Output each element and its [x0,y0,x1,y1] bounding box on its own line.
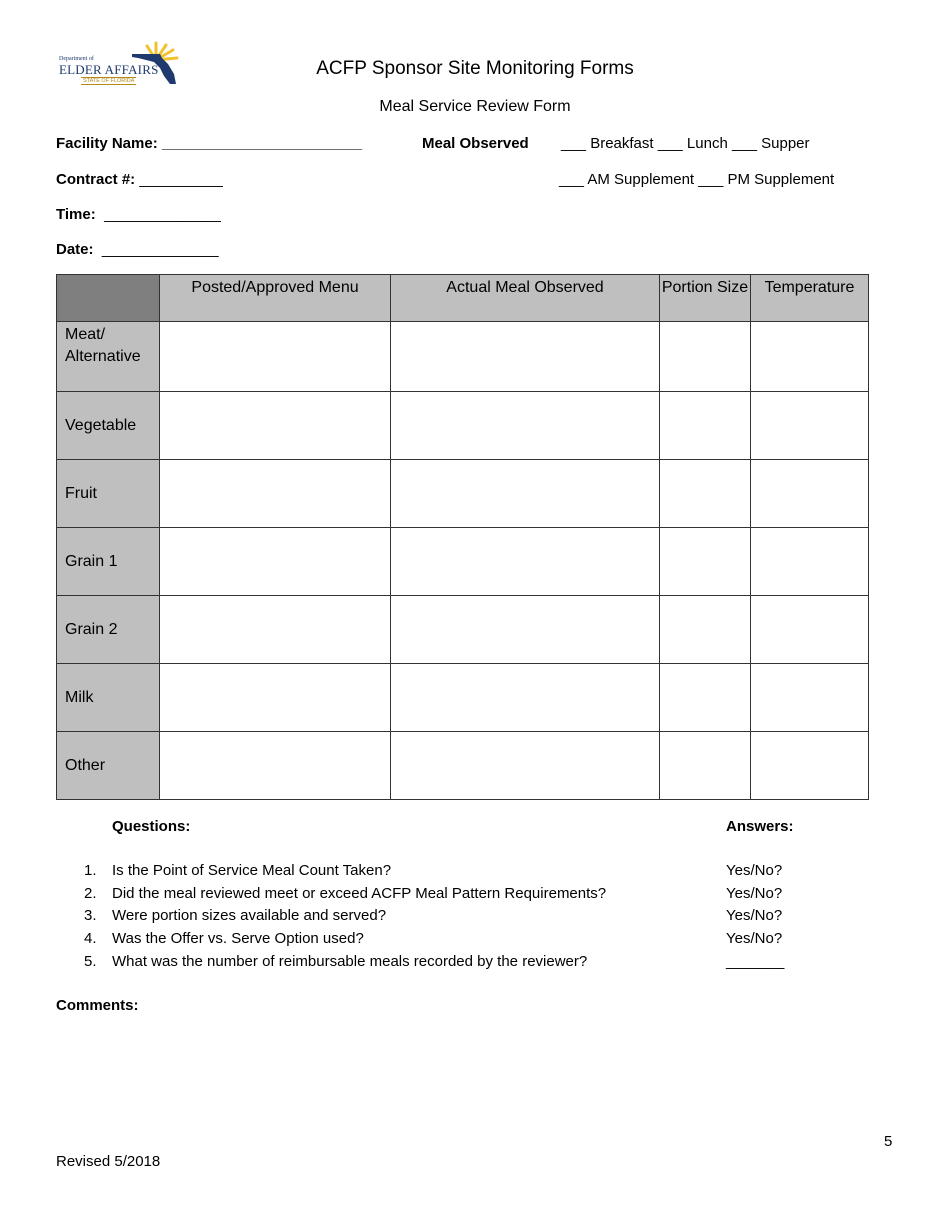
row-label-milk: Milk [57,664,160,732]
supplement-options[interactable]: ___ AM Supplement ___ PM Supplement [559,171,835,188]
questions-heading: Questions: [112,818,191,835]
logo-dept-text: Department of [59,56,94,62]
answer-field[interactable]: Yes/No? [726,907,783,924]
revised-date: Revised 5/2018 [56,1153,161,1170]
question-number: 4. [84,930,97,947]
date-field[interactable] [56,241,219,258]
table-cell[interactable] [391,460,660,528]
facility-name-label: Facility Name: [56,135,158,152]
page-subtitle: Meal Service Review Form [379,98,571,115]
row-label-fruit: Fruit [57,460,160,528]
header-temperature: Temperature [751,275,869,322]
table-cell[interactable] [391,322,660,392]
question-text: What was the number of reimbursable meals recorded by the reviewer? [112,953,588,970]
meal-type-options[interactable]: ___ Breakfast ___ Lunch ___ Supper [561,135,810,152]
table-header-row [57,275,869,322]
time-field[interactable] [56,206,221,223]
table-cell[interactable] [391,596,660,664]
time-blank: ______________ [104,206,221,223]
row-label-grain-1: Grain 1 [57,528,160,596]
table-cell[interactable] [660,322,751,392]
contract-blank: __________ [139,171,223,188]
answers-heading: Answers: [726,818,794,835]
question-text: Did the meal reviewed meet or exceed ACFP Meal Pattern Requirements? [112,885,607,902]
table-row [57,596,869,664]
date-blank: ______________ [101,241,219,258]
table-cell[interactable] [660,528,751,596]
table-cell[interactable] [160,392,391,460]
table-row [57,664,869,732]
page-title: ACFP Sponsor Site Monitoring Forms [316,58,634,79]
question-number: 1. [84,862,97,879]
facility-name-blank: ________________________ [161,135,363,152]
table-cell[interactable] [751,528,869,596]
table-cell[interactable] [660,732,751,800]
table-cell[interactable] [751,596,869,664]
table-cell[interactable] [160,596,391,664]
logo-state-text: STATE OF FLORIDA [83,78,135,84]
table-row [57,732,869,800]
answer-field[interactable]: _______ [726,953,785,970]
table-row [57,460,869,528]
question-text: Was the Offer vs. Serve Option used? [112,930,364,947]
table-cell[interactable] [391,528,660,596]
header-posted-menu: Posted/Approved Menu [160,275,391,322]
table-cell[interactable] [160,664,391,732]
table-cell[interactable] [660,596,751,664]
row-label-other: Other [57,732,160,800]
table-cell[interactable] [160,460,391,528]
question-number: 3. [84,907,97,924]
meal-review-table [56,274,869,800]
answer-field[interactable]: Yes/No? [726,930,783,947]
answer-field[interactable]: Yes/No? [726,885,783,902]
time-label: Time: [56,206,96,223]
table-cell[interactable] [751,732,869,800]
row-label-meat: Meat/ Alternative [57,322,160,392]
logo-name-text: ELDER AFFAIRS [59,62,159,77]
question-text: Is the Point of Service Meal Count Taken? [112,862,392,879]
facility-name-field[interactable] [56,135,362,152]
table-cell[interactable] [160,732,391,800]
table-row [57,392,869,460]
header-actual-meal: Actual Meal Observed [391,275,660,322]
row-label-grain-2: Grain 2 [57,596,160,664]
table-corner-cell [57,275,160,322]
header-portion-size: Portion Size [660,275,751,322]
table-cell[interactable] [391,664,660,732]
comments-label: Comments: [56,997,139,1014]
question-number: 2. [84,885,97,902]
question-number: 5. [84,953,97,970]
table-cell[interactable] [160,322,391,392]
contract-field[interactable] [56,171,223,188]
table-cell[interactable] [751,664,869,732]
meal-observed-label: Meal Observed [422,135,529,152]
table-row [57,528,869,596]
date-label: Date: [56,241,94,258]
page-number: 5 [884,1133,893,1150]
table-cell[interactable] [391,732,660,800]
table-cell[interactable] [751,392,869,460]
contract-label: Contract #: [56,171,136,188]
row-label-vegetable: Vegetable [57,392,160,460]
table-cell[interactable] [660,392,751,460]
table-row [57,322,869,392]
answer-field[interactable]: Yes/No? [726,862,783,879]
question-text: Were portion sizes available and served? [112,907,387,924]
table-cell[interactable] [660,460,751,528]
table-cell[interactable] [391,392,660,460]
table-cell[interactable] [751,460,869,528]
table-cell[interactable] [660,664,751,732]
table-cell[interactable] [751,322,869,392]
table-cell[interactable] [160,528,391,596]
